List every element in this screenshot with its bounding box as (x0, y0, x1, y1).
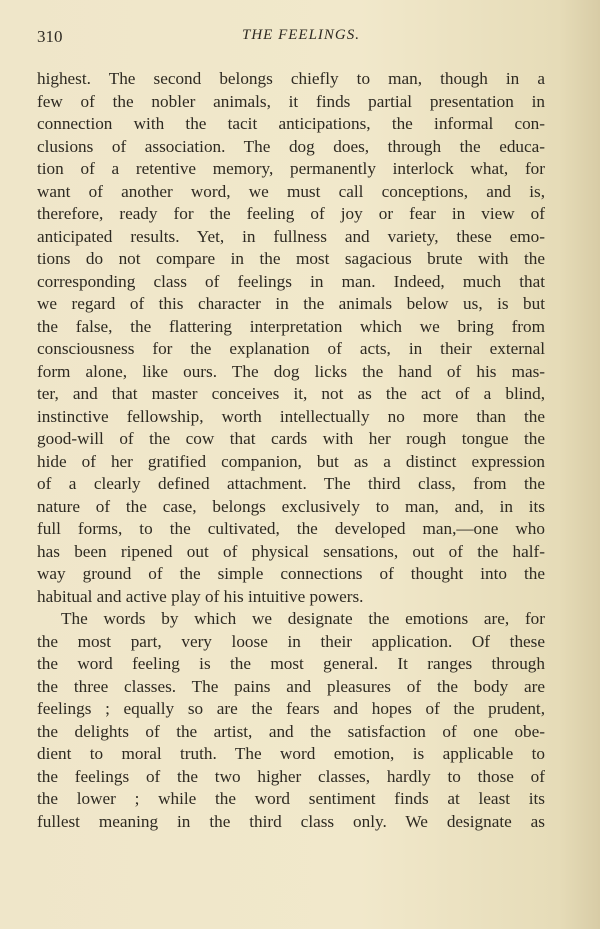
text-line: the word feeling is the most general. It ranges through (37, 654, 545, 673)
text-line: tion of a retentive memory, permanently interlock what, for (37, 159, 545, 178)
text-line: feelings ; equally so are the fears and hopes of the prudent, (37, 699, 545, 718)
text-line: nature of the case, belongs exclusively to man, and, in its (37, 496, 545, 516)
text-line: consciousness for the explanation of acts, in their external (37, 339, 545, 358)
text-line: habitual and active play of his intuitive powers. (37, 586, 364, 606)
text-line: instinctive fellowship, worth intellectually no more than the (37, 406, 545, 426)
text-line: the delights of the artist, and the satisfaction of one obe- (37, 721, 545, 741)
text-line: hide of her gratified companion, but as a distinct expression (37, 451, 545, 471)
text-line: connection with the tacit anticipations, the informal con- (37, 114, 545, 133)
text-line: corresponding class of feelings in man. Indeed, much that (37, 271, 545, 291)
text-line: the three classes. The pains and pleasures of the body are (37, 676, 545, 696)
text-line: anticipated results. Yet, in fullness and variety, these emo- (37, 226, 545, 246)
text-line: clusions of association. The dog does, through the educa- (37, 136, 545, 156)
text-line: has been ripened out of physical sensations, out of the half- (37, 541, 545, 561)
text-line: few of the nobler animals, it finds partial presentation in (37, 91, 545, 111)
text-line: the feelings of the two higher classes, hardly to those of (37, 766, 545, 786)
text-line: way ground of the simple connections of thought into the (37, 564, 545, 583)
running-header (37, 27, 545, 51)
running-title: THE FEELINGS. (242, 27, 360, 43)
text-line: want of another word, we must call conceptions, and is, (37, 181, 545, 201)
body-text (37, 68, 545, 833)
text-line: The words by which we designate the emotions are, for (61, 609, 545, 628)
text-line: tions do not compare in the most sagacious brute with the (37, 249, 545, 268)
text-line: dient to moral truth. The word emotion, is applicable to (37, 744, 545, 763)
text-line: we regard of this character in the animals below us, is but (37, 294, 545, 313)
text-line: form alone, like ours. The dog licks the hand of his mas- (37, 361, 545, 381)
text-line: therefore, ready for the feeling of joy or fear in view of (37, 204, 545, 223)
text-line: ter, and that master conceives it, not as the act of a blind, (37, 384, 545, 403)
page-number: 310 (37, 27, 63, 46)
text-line: the false, the flattering interpretation which we bring from (37, 316, 545, 336)
text-line: the lower ; while the word sentiment finds at least its (37, 789, 545, 808)
text-line: fullest meaning in the third class only. We designate as (37, 811, 545, 831)
text-line: full forms, to the cultivated, the developed man,—one who (37, 519, 545, 538)
text-line: highest. The second belongs chiefly to man, though in a (37, 69, 545, 88)
text-line: good-will of the cow that cards with her rough tongue the (37, 429, 545, 448)
text-line: the most part, very loose in their application. Of these (37, 631, 545, 651)
text-line: of a clearly defined attachment. The third class, from the (37, 474, 545, 493)
